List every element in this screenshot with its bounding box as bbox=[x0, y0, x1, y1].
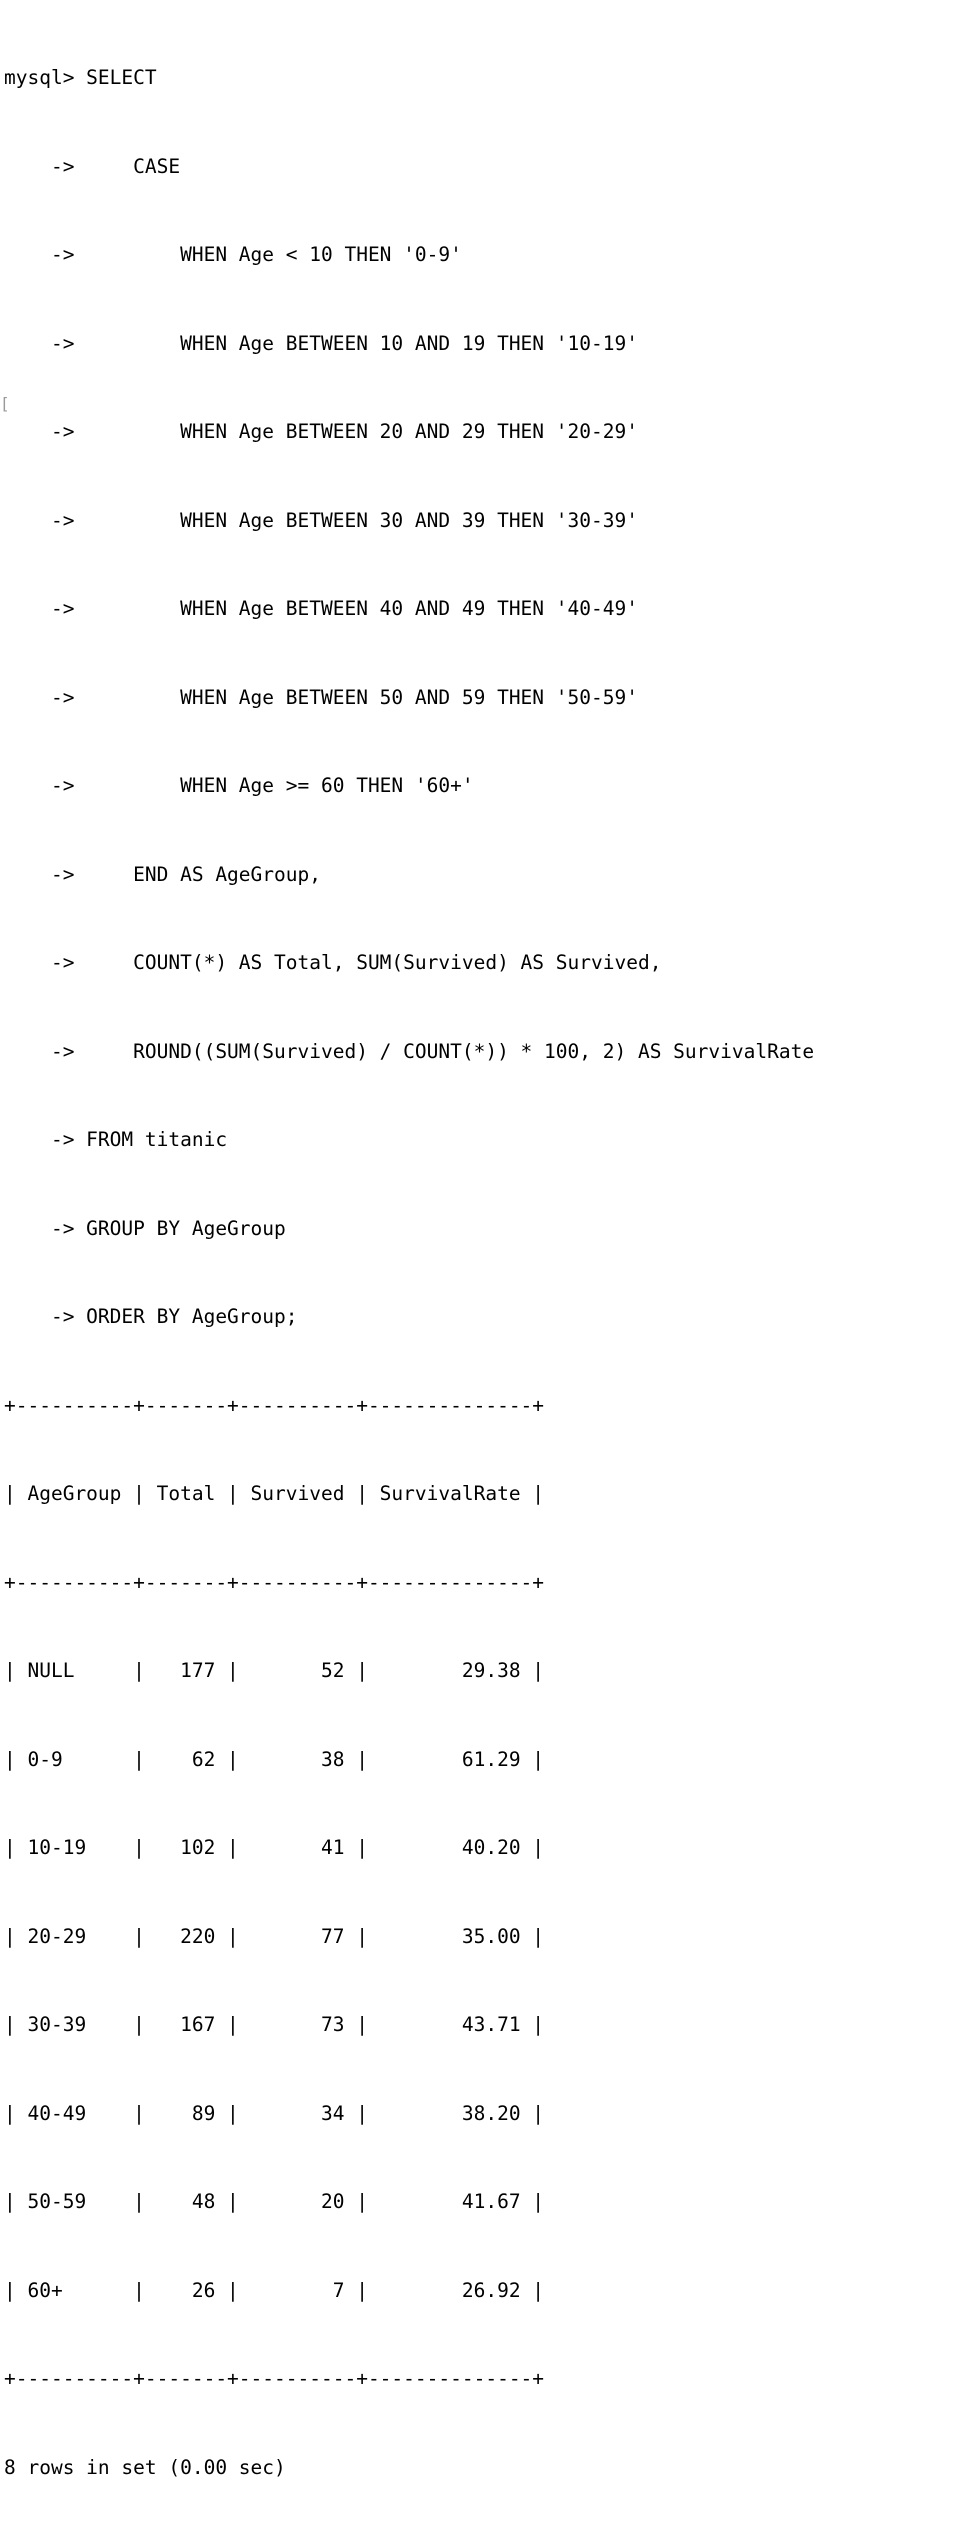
query-line: -> ORDER BY AgeGroup; bbox=[4, 1305, 298, 1328]
query-line: -> FROM titanic bbox=[4, 1128, 228, 1151]
query-line: -> WHEN Age BETWEEN 10 AND 19 THEN '10-19' bbox=[4, 331, 638, 355]
cursor-marker: [ bbox=[0, 394, 10, 413]
query-line: -> ROUND((SUM(Survived) / COUNT(*)) * 100, 2) AS SurvivalRate bbox=[4, 1039, 815, 1063]
query-line: -> WHEN Age >= 60 THEN '60+' bbox=[4, 774, 474, 797]
table-row: | NULL | 177 | 52 | 29.38 | bbox=[4, 1659, 545, 1682]
query-line: -> WHEN Age BETWEEN 50 AND 59 THEN '50-59' bbox=[4, 685, 638, 709]
table-row: | 0-9 | 62 | 38 | 61.29 | bbox=[4, 1747, 545, 1771]
table-row: | 10-19 | 102 | 41 | 40.20 | bbox=[4, 1836, 545, 1859]
query-line: -> CASE bbox=[4, 154, 181, 178]
query-line: mysql> SELECT bbox=[4, 66, 157, 89]
table-row: | 60+ | 26 | 7 | 26.92 | bbox=[4, 2278, 545, 2302]
query-line: -> GROUP BY AgeGroup bbox=[4, 1216, 286, 1240]
table-row: | 40-49 | 89 | 34 | 38.20 | bbox=[4, 2101, 545, 2125]
result-line: +----------+-------+----------+--------------+ bbox=[4, 1393, 545, 1417]
table-row: | 50-59 | 48 | 20 | 41.67 | bbox=[4, 2190, 545, 2213]
table-row: | 20-29 | 220 | 77 | 35.00 | bbox=[4, 1924, 545, 1948]
query-line: -> END AS AgeGroup, bbox=[4, 862, 321, 886]
query-line: -> WHEN Age < 10 THEN '0-9' bbox=[4, 243, 462, 266]
result-line: +----------+-------+----------+--------------+ bbox=[4, 1570, 545, 1594]
query-line: -> WHEN Age BETWEEN 30 AND 39 THEN '30-39' bbox=[4, 508, 638, 532]
result-header-row: | AgeGroup | Total | Survived | SurvivalRate | bbox=[4, 1482, 545, 1505]
table-row: | 30-39 | 167 | 73 | 43.71 | bbox=[4, 2013, 545, 2036]
query-line: -> WHEN Age BETWEEN 20 AND 29 THEN '20-29' bbox=[4, 420, 638, 443]
status-line: 8 rows in set (0.00 sec) bbox=[4, 2455, 286, 2479]
query-line: -> COUNT(*) AS Total, SUM(Survived) AS Survived, bbox=[4, 951, 662, 974]
result-line: +----------+-------+----------+--------------+ bbox=[4, 2367, 545, 2390]
query-line: -> WHEN Age BETWEEN 40 AND 49 THEN '40-49' bbox=[4, 597, 638, 620]
